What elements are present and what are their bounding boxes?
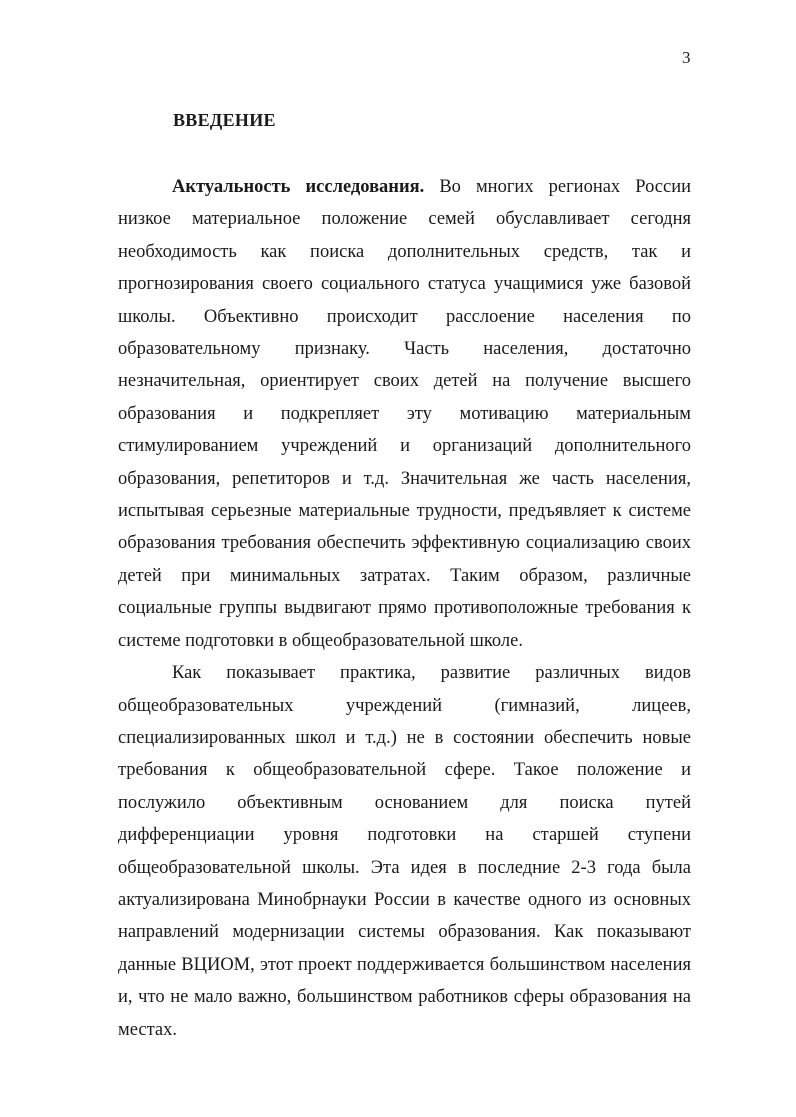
paragraph-relevance: [118, 171, 691, 657]
paragraph-text: Во многих регионах России низкое материальное положение семей обуславливает сегодня необходимость как поиска дополнительных средств, так и прогнозирования своего социального статуса учащимися уже базовой школы. Объективно происходит расслоение населения по образовательному признаку. Часть населения, достаточно незначительная, ориентирует своих детей на получение высшего образования и подкрепляет эту мотивацию материальным стимулированием учреждений и организаций дополнительного образования, репетиторов и т.д. Значительная же часть населения, испытывая серьезные материальные трудности, предъявляет к системе образования требования обеспечить эффективную социализацию своих детей при минимальных затратах. Таким образом, различные социальные группы выдвигают прямо противоположные требования к системе подготовки в общеобразовательной школе.: [118, 177, 691, 651]
paragraph-lead: Актуальность исследования.: [172, 177, 425, 197]
page-number: 3: [682, 48, 691, 67]
paragraph-practice: [118, 657, 691, 1046]
section-heading: ВВЕДЕНИЕ: [173, 110, 276, 130]
paragraph-text: Как показывает практика, развитие различных видов общеобразовательных учреждений (гимназий, лицеев, специализированных школ и т.д.) не в состоянии обеспечить новые требования к общеобразовательной сфере. Такое положение и послужило объективным основанием для поиска путей дифференциации уровня подготовки на старшей ступени общеобразовательной школы. Эта идея в последние 2-3 года была актуализирована Минобрнауки России в качестве одного из основных направлений модернизации системы образования. Как показывают данные ВЦИОМ, этот проект поддерживается большинством населения и, что не мало важно, большинством работников сферы образования на местах.: [118, 663, 691, 1040]
body-text: [118, 171, 691, 1046]
